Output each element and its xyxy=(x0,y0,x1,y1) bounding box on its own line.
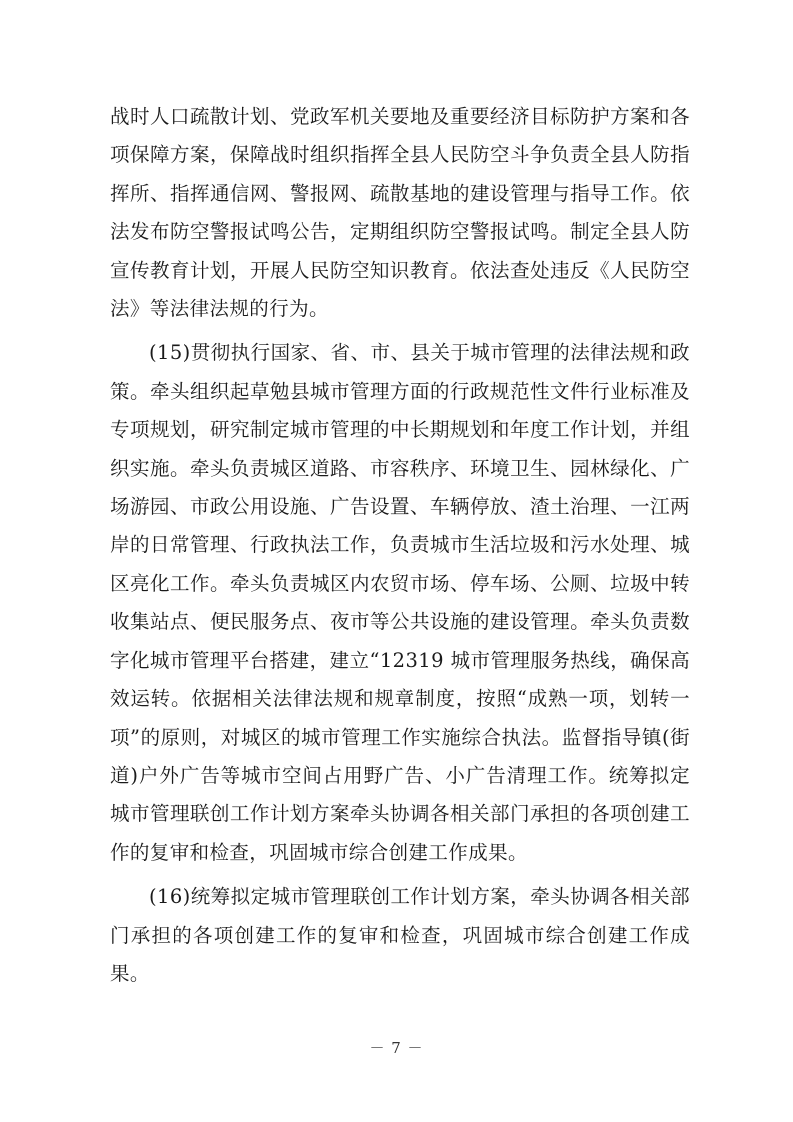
page-number: － 7 － xyxy=(369,1039,424,1057)
paragraph-continuation: 战时人口疏散计划、党政军机关要地及重要经济目标防护方案和各项保障方案，保障战时组织指挥全县人民防空斗争负责全县人防指挥所、指挥通信网、警报网、疏散基地的建设管理与指导工作。依法发布防空警报试鸣公告，定期组织防空警报试鸣。制定全县人防宣传教育计划，开展人民防空知识教育。依法查处违反《人民防空法》等法律法规的行为。 xyxy=(110,105,690,321)
body-text xyxy=(110,98,690,999)
paragraph-item-15: (15)贯彻执行国家、省、市、县关于城市管理的法律法规和政策。牵头组织起草勉县城市管理方面的行政规范性文件行业标准及专项规划，研究制定城市管理的中长期规划和年度工作计划，并组织实施。牵头负责城区道路、市容秩序、环境卫生、园林绿化、广场游园、市政公用设施、广告设置、车辆停放、渣土治理、一江两岸的日常管理、行政执法工作，负责城市生活垃圾和污水处理、城区亮化工作。牵头负责城区内农贸市场、停车场、公厕、垃圾中转收集站点、便民服务点、夜市等公共设施的建设管理。牵头负责数字化城市管理平台搭建，建立“12319 城市管理服务热线，确保高效运转。依据相关法律法规和规章制度，按照“成熟一项，划转一项”的原则，对城区的城市管理工作实施综合执法。监督指导镇(街道)户外广告等城市空间占用野广告、小广告清理工作。统筹拟定城市管理联创工作计划方案牵头协调各相关部门承担的各项创建工作的复审和检查，巩固城市综合创建工作成果。 xyxy=(110,341,690,864)
paragraph-item-16: (16)统筹拟定城市管理联创工作计划方案，牵头协调各相关部门承担的各项创建工作的复审和检查，巩固城市综合创建工作成果。 xyxy=(110,885,690,985)
